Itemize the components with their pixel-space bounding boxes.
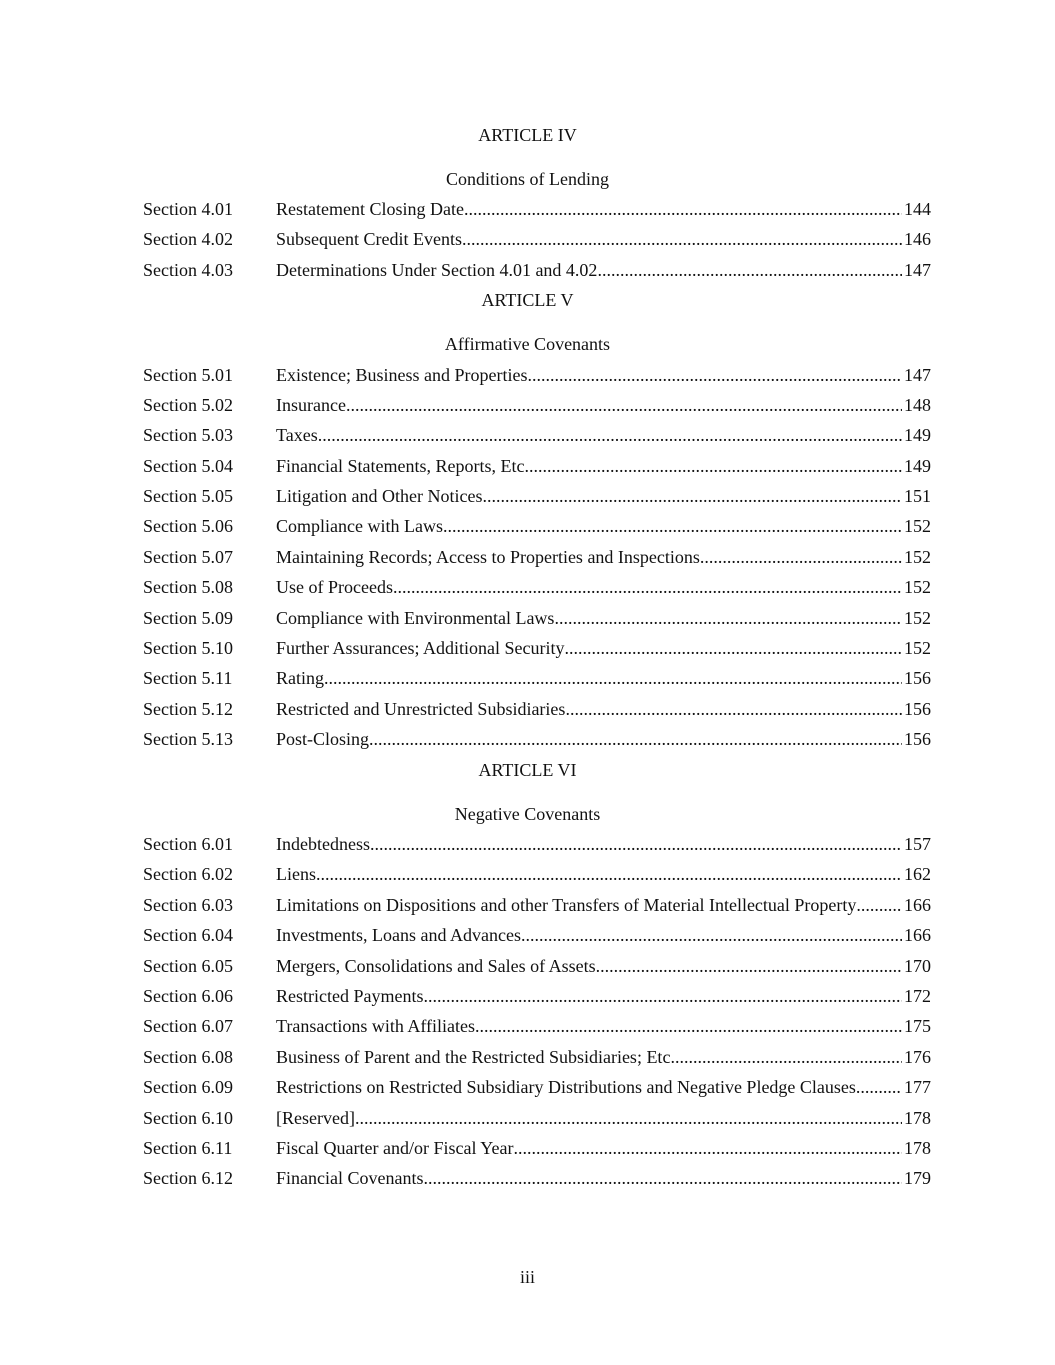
section-title: Existence; Business and Properties [276, 365, 528, 385]
section-page: 149 [904, 425, 931, 445]
toc-entry[interactable] [143, 546, 931, 568]
section-title: Compliance with Laws. [276, 516, 448, 536]
dot-leader [370, 833, 902, 855]
toc-entry[interactable] [143, 667, 931, 689]
section-page: 172 [904, 986, 931, 1006]
section-title: Transactions with Affiliates [276, 1016, 475, 1036]
section-title: Insurance [276, 395, 346, 415]
dot-leader [856, 1076, 902, 1098]
section-number: Section 5.12 [143, 699, 233, 719]
section-title: Further Assurances; Additional Security [276, 638, 565, 658]
section-page: 152 [904, 608, 931, 628]
dot-leader [554, 607, 902, 629]
section-title: Compliance with Environmental Laws [276, 608, 555, 628]
dot-leader [700, 546, 902, 568]
dot-leader [397, 576, 902, 598]
section-title: [Reserved] [276, 1108, 355, 1128]
toc-entry[interactable] [143, 394, 931, 416]
section-page: 147 [904, 365, 931, 385]
toc-entry[interactable] [143, 198, 931, 220]
section-number: Section 5.04 [143, 456, 233, 476]
section-page: 148 [904, 395, 931, 415]
section-title: Restricted Payments [276, 986, 424, 1006]
section-page: 152 [904, 547, 931, 567]
section-page: 176 [904, 1047, 931, 1067]
section-page: 178 [904, 1138, 931, 1158]
section-page: 177 [904, 1077, 931, 1097]
toc-entry[interactable] [143, 1015, 931, 1037]
section-page: 152 [904, 638, 931, 658]
section-title: Limitations on Dispositions and other Transfers of Material Intellectual Property [276, 895, 857, 915]
section-title: Use of Proceeds. [276, 577, 398, 597]
section-number: Section 4.03 [143, 260, 233, 280]
section-page: 152 [904, 516, 931, 536]
toc-entry[interactable] [143, 228, 931, 250]
section-title: Taxes [276, 425, 318, 445]
dot-leader [475, 1015, 902, 1037]
dot-leader [513, 1137, 902, 1159]
section-page: 175 [904, 1016, 931, 1036]
dot-leader [565, 698, 902, 720]
section-page: 166 [904, 895, 931, 915]
section-page: 149 [904, 456, 931, 476]
toc-entry[interactable] [143, 698, 931, 720]
toc-entry[interactable] [143, 985, 931, 1007]
dot-leader [346, 394, 902, 416]
section-page: 144 [904, 199, 931, 219]
toc-entry[interactable] [143, 424, 931, 446]
section-page: 157 [904, 834, 931, 854]
section-title: Determinations Under Section 4.01 and 4.02 [276, 260, 598, 280]
article-heading: ARTICLE V [481, 290, 574, 310]
dot-leader [482, 485, 902, 507]
section-number: Section 5.02 [143, 395, 233, 415]
section-title: Subsequent Credit Events [276, 229, 462, 249]
article-subtitle: Affirmative Covenants [444, 334, 611, 354]
toc-entry[interactable] [143, 576, 931, 598]
toc-entry[interactable] [143, 637, 931, 659]
section-number: Section 5.05 [143, 486, 233, 506]
section-page: 178 [904, 1108, 931, 1128]
section-title: Mergers, Consolidations and Sales of Assets [276, 956, 596, 976]
section-title: Rating [276, 668, 324, 688]
section-number: Section 5.06 [143, 516, 233, 536]
section-number: Section 6.01 [143, 834, 233, 854]
section-title: Indebtedness [276, 834, 370, 854]
article-subtitle: Negative Covenants [454, 804, 601, 824]
toc-entry[interactable] [143, 955, 931, 977]
dot-leader [856, 894, 902, 916]
section-page: 156 [904, 729, 931, 749]
dot-leader [423, 985, 902, 1007]
dot-leader [464, 198, 902, 220]
section-page: 162 [904, 864, 931, 884]
section-title: Restrictions on Restricted Subsidiary Distributions and Negative Pledge Clauses [276, 1077, 856, 1097]
toc-entry[interactable] [143, 1107, 931, 1129]
section-number: Section 5.01 [143, 365, 233, 385]
toc-entry[interactable] [143, 1076, 931, 1098]
section-number: Section 5.08 [143, 577, 233, 597]
dot-leader [462, 228, 902, 250]
section-page: 170 [904, 956, 931, 976]
dot-leader [324, 667, 902, 689]
section-title: Restricted and Unrestricted Subsidiaries [276, 699, 566, 719]
section-title: Fiscal Quarter and/or Fiscal Year [276, 1138, 514, 1158]
article-heading: ARTICLE VI [478, 760, 577, 780]
section-title: Maintaining Records; Access to Properties and Inspections [276, 547, 700, 567]
dot-leader [564, 637, 902, 659]
section-number: Section 6.04 [143, 925, 233, 945]
section-number: Section 6.05 [143, 956, 233, 976]
dot-leader [316, 863, 902, 885]
section-title: Liens [276, 864, 316, 884]
dot-leader [447, 515, 902, 537]
footer-page-number: iii [519, 1267, 535, 1287]
dot-leader [670, 1046, 902, 1068]
section-number: Section 6.10 [143, 1108, 233, 1128]
section-title: Business of Parent and the Restricted Subsidiaries; Etc [276, 1047, 671, 1067]
section-number: Section 6.11 [143, 1138, 233, 1158]
section-title: Litigation and Other Notices [276, 486, 483, 506]
dot-leader [596, 955, 902, 977]
toc-entry[interactable] [143, 455, 931, 477]
section-number: Section 4.01 [143, 199, 233, 219]
toc-entry[interactable] [143, 364, 931, 386]
toc-entry[interactable] [143, 833, 931, 855]
dot-leader [527, 364, 902, 386]
section-title: Financial Statements, Reports, Etc. [276, 456, 529, 476]
section-title: Restatement Closing Date [276, 199, 464, 219]
toc-entry[interactable] [143, 515, 931, 537]
dot-leader [318, 424, 902, 446]
section-number: Section 6.02 [143, 864, 233, 884]
section-number: Section 6.06 [143, 986, 233, 1006]
dot-leader [355, 1107, 902, 1129]
section-page: 156 [904, 668, 931, 688]
section-number: Section 6.12 [143, 1168, 233, 1188]
toc-entry[interactable] [143, 259, 931, 281]
toc-entry[interactable] [143, 485, 931, 507]
section-number: Section 5.07 [143, 547, 233, 567]
article-subtitle: Conditions of Lending [446, 169, 609, 189]
section-page: 179 [904, 1168, 931, 1188]
toc-entry[interactable] [143, 924, 931, 946]
toc-entry[interactable] [143, 1137, 931, 1159]
section-page: 152 [904, 577, 931, 597]
article-heading: ARTICLE IV [478, 125, 577, 145]
section-number: Section 5.09 [143, 608, 233, 628]
dot-leader [521, 924, 902, 946]
dot-leader [597, 259, 902, 281]
section-page: 166 [904, 925, 931, 945]
dot-leader [369, 728, 902, 750]
toc-entry[interactable] [143, 1167, 931, 1189]
dot-leader [529, 455, 902, 477]
section-page: 147 [904, 260, 931, 280]
section-title: Financial Covenants [276, 1168, 424, 1188]
section-page: 151 [904, 486, 931, 506]
section-number: Section 4.02 [143, 229, 233, 249]
section-number: Section 6.03 [143, 895, 233, 915]
toc-entry[interactable] [143, 863, 931, 885]
section-number: Section 5.11 [143, 668, 233, 688]
toc-entry[interactable] [143, 1046, 931, 1068]
section-number: Section 6.08 [143, 1047, 233, 1067]
section-number: Section 5.10 [143, 638, 233, 658]
section-page: 156 [904, 699, 931, 719]
section-number: Section 5.03 [143, 425, 233, 445]
section-number: Section 5.13 [143, 729, 233, 749]
toc-entry[interactable] [143, 894, 931, 916]
dot-leader [423, 1167, 902, 1189]
section-title: Investments, Loans and Advances [276, 925, 521, 945]
toc-entry[interactable] [143, 607, 931, 629]
section-page: 146 [904, 229, 931, 249]
section-number: Section 6.07 [143, 1016, 233, 1036]
toc-entry[interactable] [143, 728, 931, 750]
section-number: Section 6.09 [143, 1077, 233, 1097]
section-title: Post-Closing [276, 729, 370, 749]
